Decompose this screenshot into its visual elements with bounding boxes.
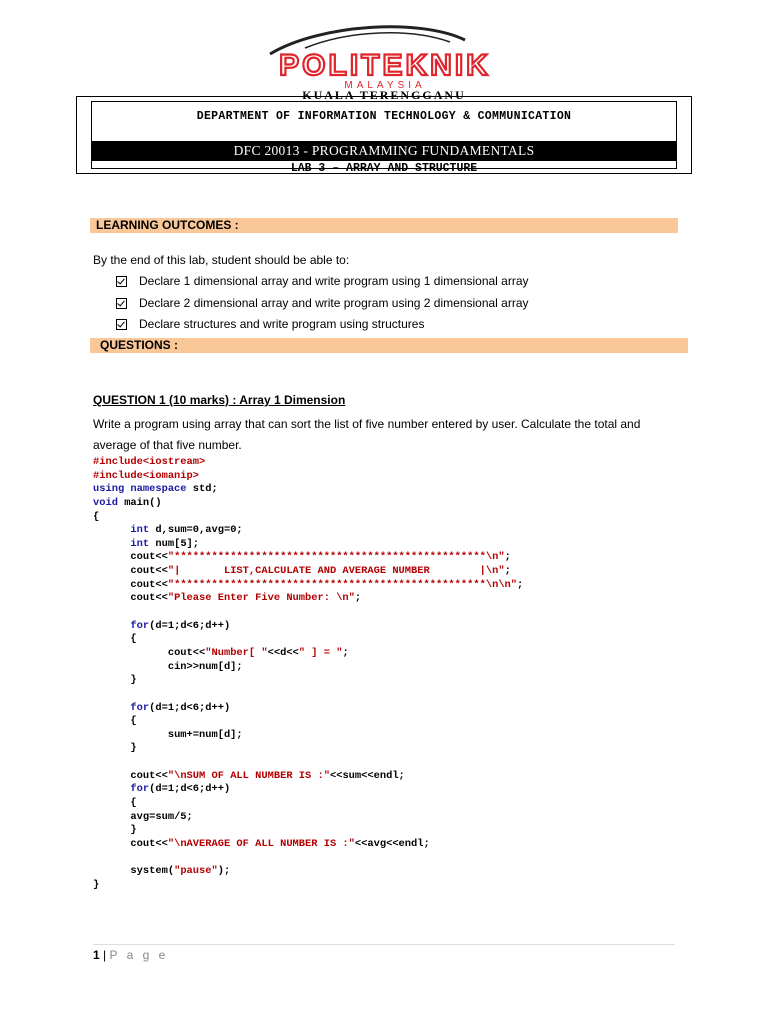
outcome-text: Declare 2 dimensional array and write program using 2 dimensional array: [139, 296, 529, 310]
code-line: [93, 783, 523, 797]
code-line: [93, 729, 523, 743]
code-text: ;: [342, 646, 349, 659]
logo-sub-text: MALAYSIA: [344, 80, 426, 91]
code-text: cout<<: [93, 646, 206, 659]
code-text: cout<<: [93, 578, 168, 591]
code-line: [93, 565, 523, 579]
code-string: #include<iomanip>: [93, 469, 200, 482]
course-title: DFC 20013 - PROGRAMMING FUNDAMENTALS: [92, 141, 676, 161]
code-text: );: [217, 865, 231, 878]
code-string: "| LIST,CALCULATE AND AVERAGE NUMBER |\n": [167, 565, 505, 578]
outcome-item: [116, 317, 424, 332]
page-number: 1: [93, 948, 100, 962]
department-title: DEPARTMENT OF INFORMATION TECHNOLOGY & COMMUNICATION: [196, 110, 572, 123]
code-line: [93, 770, 523, 784]
code-line: [93, 674, 523, 688]
question-1-description: Write a program using array that can sort the list of five number entered by user. Calculate the total and average of that five number.: [93, 417, 641, 452]
code-line: [93, 838, 523, 852]
code-text: <<d<<: [267, 646, 299, 659]
outcome-text: Declare 1 dimensional array and write program using 1 dimensional array: [139, 274, 529, 288]
code-text: [93, 620, 130, 632]
code-text: (d=1;d<6;d++): [149, 783, 231, 796]
code-line: [93, 702, 523, 716]
code-keyword: void: [93, 496, 118, 509]
code-line: [93, 456, 523, 470]
code-string: "\nAVERAGE OF ALL NUMBER IS :": [167, 837, 355, 850]
code-text: }: [93, 878, 100, 891]
footer-divider: [93, 944, 675, 945]
code-text: [93, 524, 130, 536]
code-string: "pause": [174, 865, 218, 878]
code-text: {: [93, 797, 137, 810]
code-text: cout<<: [93, 592, 168, 605]
code-line: [93, 606, 523, 620]
code-text: d,sum=0,avg=0;: [149, 524, 243, 537]
code-line: [93, 538, 523, 552]
outcome-text: Declare structures and write program using structures: [139, 317, 425, 331]
outcome-item: [116, 274, 529, 289]
code-string: "**************************************************\n": [167, 551, 505, 564]
code-line: [93, 483, 523, 497]
code-text: }: [93, 824, 137, 837]
logo-graphic: [210, 22, 560, 92]
code-line: [93, 579, 523, 593]
code-line: [93, 620, 523, 634]
code-text: cout<<: [93, 837, 168, 850]
code-line: [93, 797, 523, 811]
code-keyword: int: [130, 537, 150, 550]
checkbox-checked-icon: [116, 298, 127, 309]
code-line: [93, 511, 523, 525]
code-line: [93, 551, 523, 565]
code-text: ;: [504, 551, 511, 564]
code-line: [93, 661, 523, 675]
code-line: [93, 879, 523, 893]
code-keyword: for: [130, 619, 150, 632]
code-text: {: [93, 715, 137, 728]
code-text: sum+=num[d];: [93, 728, 243, 741]
code-string: " ] = ": [298, 646, 343, 659]
code-line: [93, 811, 523, 825]
code-text: {: [93, 633, 137, 646]
code-line: [93, 824, 523, 838]
code-line: [93, 524, 523, 538]
code-text: (d=1;d<6;d++): [149, 619, 231, 632]
code-string: "Please Enter Five Number: \n": [167, 592, 355, 605]
code-text: cout<<: [93, 769, 168, 782]
code-keyword: for: [130, 701, 150, 714]
code-text: std;: [186, 483, 218, 496]
campus-name: KUALA TERENGGANU: [302, 88, 466, 102]
page-label: P a g e: [109, 948, 169, 962]
logo-main-text: POLITEKNIK: [279, 49, 491, 82]
code-text: system(: [93, 865, 175, 878]
code-string: "Number[ ": [205, 646, 268, 659]
checkbox-checked-icon: [116, 319, 127, 330]
code-keyword: using namespace: [93, 483, 187, 496]
code-text: cout<<: [93, 565, 168, 578]
code-line: [93, 756, 523, 770]
footer-separator: |: [103, 948, 107, 962]
code-line: [93, 688, 523, 702]
code-text: <<sum<<endl;: [329, 769, 405, 782]
code-text: ;: [504, 565, 511, 578]
code-text: cin>>num[d];: [93, 660, 243, 673]
code-line: [93, 633, 523, 647]
code-text: [93, 538, 130, 550]
code-keyword: for: [130, 783, 150, 796]
code-text: ;: [354, 592, 362, 605]
code-text: main(): [117, 496, 162, 509]
code-line: [93, 715, 523, 729]
outcome-item: [116, 296, 529, 311]
code-text: {: [93, 510, 100, 523]
code-listing: [93, 456, 523, 893]
code-string: "\nSUM OF ALL NUMBER IS :": [167, 769, 330, 782]
code-text: num[5];: [149, 537, 200, 550]
learning-outcomes-heading: LEARNING OUTCOMES :: [90, 218, 678, 233]
code-string: #include<iostream>: [93, 456, 206, 468]
code-text: (d=1;d<6;d++): [149, 701, 231, 714]
code-line: [93, 592, 523, 606]
code-text: }: [93, 674, 137, 687]
code-line: [93, 647, 523, 661]
code-line: [93, 470, 523, 484]
course-header: [76, 96, 692, 174]
code-text: avg=sum/5;: [93, 810, 193, 823]
checkbox-checked-icon: [116, 276, 127, 287]
lab-title: LAB 3 – ARRAY AND STRUCTURE: [290, 162, 478, 175]
code-text: <<avg<<endl;: [354, 837, 430, 850]
questions-heading: QUESTIONS :: [90, 338, 688, 353]
code-text: }: [93, 742, 137, 755]
code-line: [93, 865, 523, 879]
question-1-title: QUESTION 1 (10 marks) : Array 1 Dimension: [93, 393, 346, 407]
code-text: [93, 702, 130, 714]
code-line: [93, 742, 523, 756]
code-line: [93, 852, 523, 866]
code-keyword: int: [130, 524, 150, 537]
code-text: [93, 783, 130, 795]
code-line: [93, 497, 523, 511]
learning-outcomes-intro: By the end of this lab, student should be able to:: [93, 253, 350, 267]
course-header-inner: [91, 101, 677, 175]
code-text: ;: [517, 578, 524, 591]
page-footer: [93, 948, 168, 962]
code-string: "**************************************************\n\n": [167, 578, 518, 591]
code-text: cout<<: [93, 551, 168, 564]
